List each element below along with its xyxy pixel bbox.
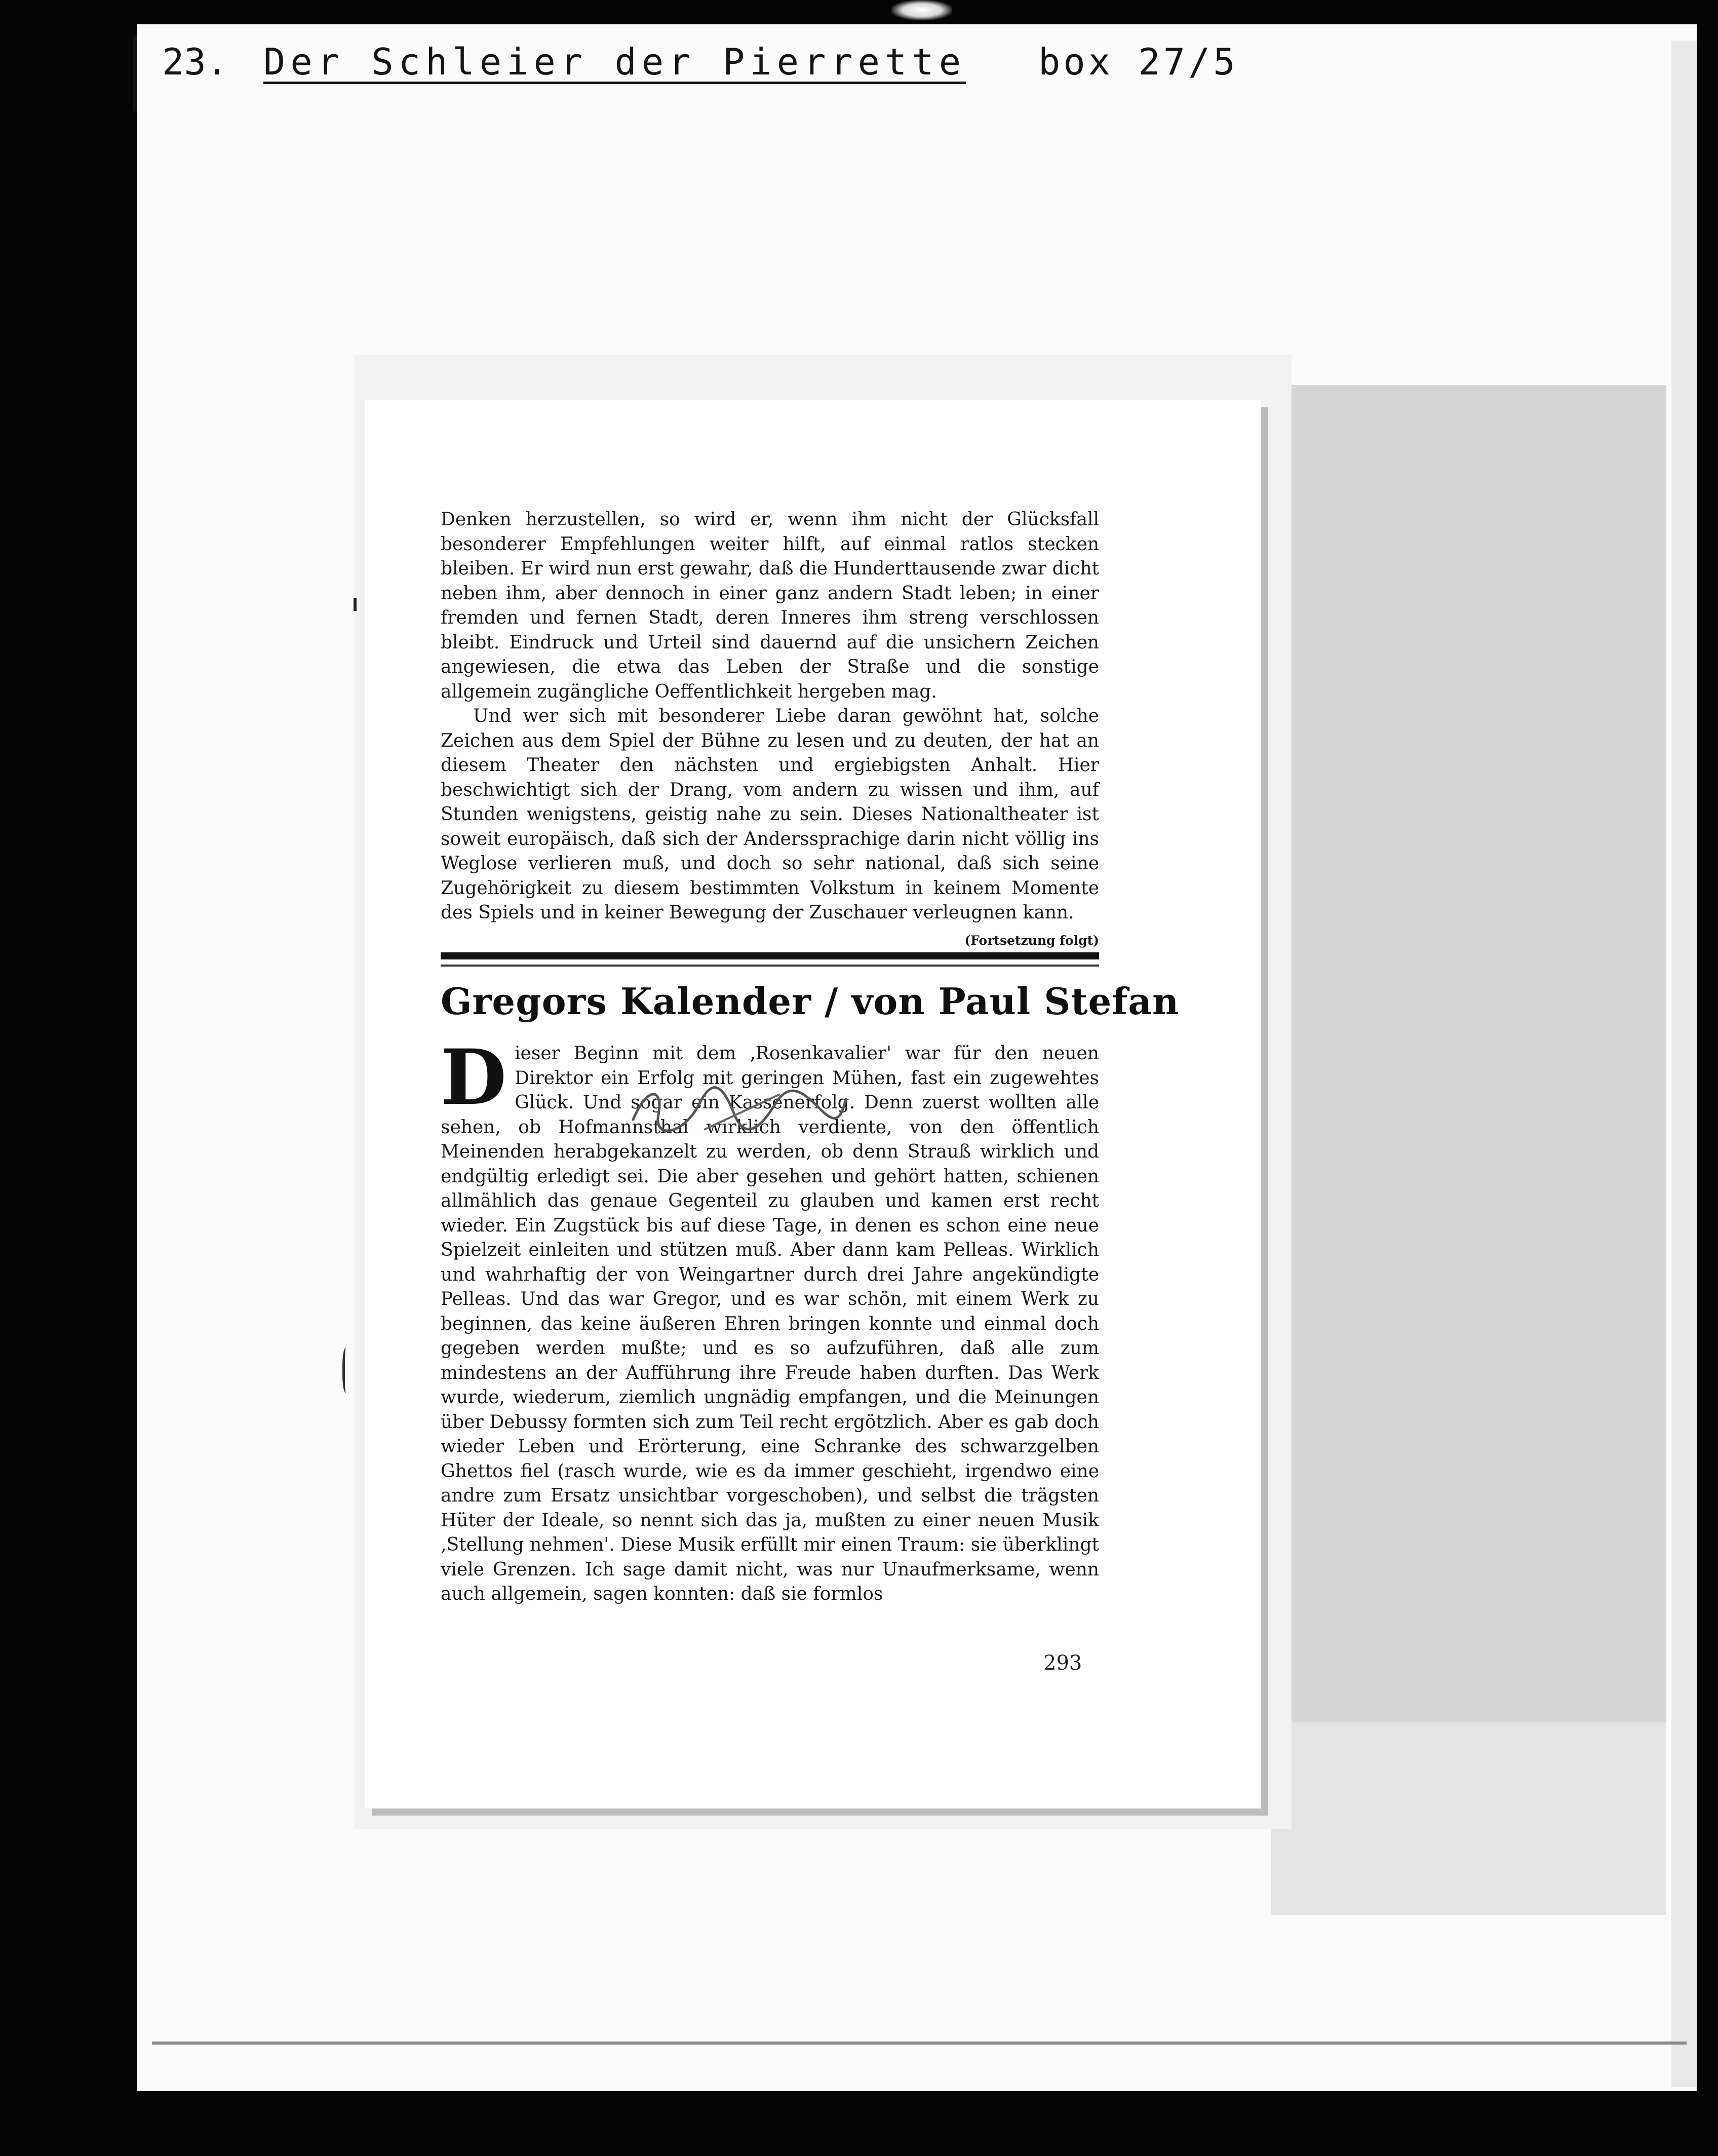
section-rule-thin (441, 965, 1099, 967)
paragraph-2-text: Und wer sich mit besonderer Liebe daran gewöhnt hat, solche Zeichen aus dem Spiel der Bühne zu lesen und zu deuten, der hat an diesem Theater den nächsten und ergiebigsten Anhalt. Hier beschwichtigt sich der Drang, vom andern zu wissen und ihm, auf Stunden wenigstens, geistig nahe zu sein. Dieses Nationaltheater ist soweit europäisch, daß sich der Anderssprachige darin nicht völlig ins Weglose verlieren muß, und doch so sehr national, daß sich seine Zugehörigkeit zu diesem bestimmten Volkstum in keinem Momente des Spiels und in keiner Bewegung der Zuschauer verleugnen kann. (441, 706, 1099, 923)
mount-background-lower (1271, 1722, 1666, 1915)
drop-cap: D (441, 1033, 507, 1122)
folder-title: Der Schleier der Pierrette (263, 41, 966, 83)
sheet-edge-shadow (1671, 41, 1697, 2087)
sheet-bottom-edge (152, 2042, 1687, 2045)
page-number: 293 (1043, 1651, 1082, 1675)
mount-background (1271, 385, 1666, 1864)
paragraph-2 (441, 704, 1099, 948)
handwritten-signature (628, 1074, 851, 1145)
scanner-glare (891, 0, 952, 20)
folder-number: 23. (162, 41, 228, 83)
margin-mark (354, 598, 357, 611)
continuation-note: (Fortsetzung folgt) (964, 933, 1099, 948)
previous-article-text (441, 508, 1099, 953)
box-label: box 27/5 (1038, 41, 1238, 83)
article-paragraph: ieser Beginn mit dem ‚Rosenkavalier' war für den neuen Direktor ein Erfolg mit geringen Mühen, fast ein zugewehtes Glück. Und sogar ein Kassenerfolg. Denn zuerst wollten alle sehen, ob Hofmannsthal wirklich verdiente, von den öffentlich Meinenden herabgekanzelt zu werden, ob denn Strauß wirklich und endgültig erledigt sei. Die aber gesehen und gehört hatten, schienen allmählich das genaue Gegenteil zu glauben und kamen erst recht wieder. Ein Zugstück bis auf diese Tage, in denen es schon eine neue Spielzeit einleiten und stützen muß. Aber dann kam Pelleas. Wirklich und wahrhaftig der von Weingartner durch drei Jahre angekündigte Pelleas. Und das war Gregor, und es war schön, mit einem Werk zu beginnen, das keine äußeren Ehren bringen konnte und einmal doch gegeben werden mußte; und es so aufzuführen, daß alle zum mindestens an der Aufführung ihre Freude haben durften. Das Werk wurde, wiederum, ziemlich ungnädig empfangen, und die Meinungen über Debussy formten sich zum Teil recht ergötzlich. Aber es gab doch wieder Leben und Erörterung, eine Schranke des schwarzgelben Ghettos fiel (rasch wurde, wie es da immer geschieht, irgendwo eine andre zum Ersatz unsichtbar vorgeschoben), und selbst die trägsten Hüter der Ideale, so nennt sich das ja, mußten zu einer neuen Musik ‚Stellung nehmen'. Diese Musik erfüllt mir einen Traum: sie überklingt viele Grenzen. Ich sage damit nicht, was nur Unaufmerksame, wenn auch allgemein, sagen konnten: daß sie formlos (441, 1043, 1099, 1604)
paragraph-1: Denken herzustellen, so wird er, wenn ihm nicht der Glücksfall besonderer Empfehlungen weiter hilft, auf einmal ratlos stecken bleiben. Er wird nun erst gewahr, daß die Hunderttausende zwar dicht neben ihm, aber dennoch in einer ganz andern Stadt leben; in einer fremden und fernen Stadt, deren Inneres ihm streng verschlossen bleibt. Eindruck und Urteil sind dauernd auf die unsichern Zeichen angewiesen, die etwa das Leben der Straße und die sonstige allgemein zugängliche Oeffentlichkeit hergeben mag. (441, 509, 1099, 702)
margin-bracket-mark (342, 1348, 351, 1393)
section-rule-thick (441, 952, 1099, 959)
article-title: Gregors Kalender / von Paul Stefan (441, 980, 1180, 1023)
corner-bracket (133, 35, 142, 111)
